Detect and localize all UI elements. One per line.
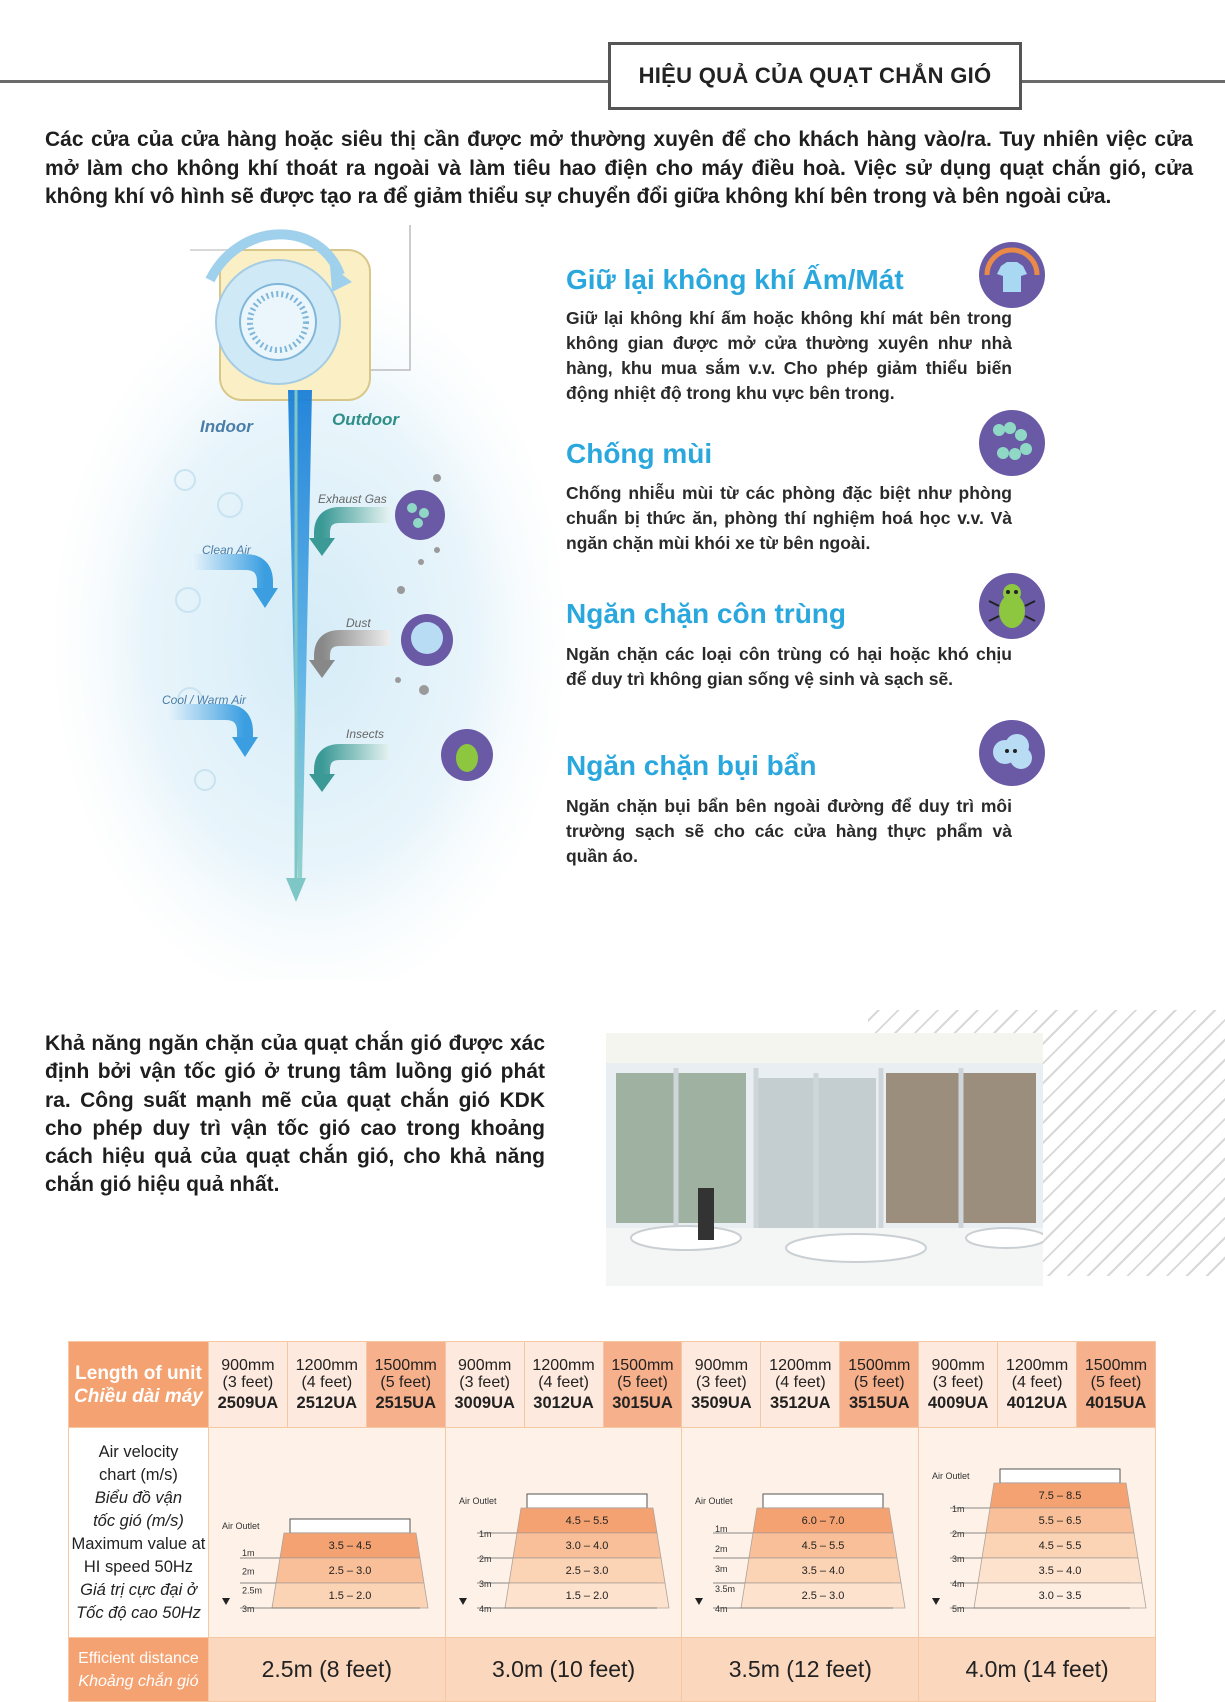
feature-title-insects: Ngăn chặn côn trùng: [566, 598, 846, 629]
velocity-chart-cell: [445, 1428, 682, 1638]
distance-tick-label: 4m: [952, 1579, 965, 1589]
velocity-band-label: 7.5 – 8.5: [1038, 1490, 1082, 1502]
velocity-band-label: 4.5 – 5.5: [801, 1540, 845, 1552]
distance-marker-icon: [695, 1598, 703, 1605]
air-outlet-label: Air Outlet: [695, 1496, 733, 1506]
gas-molecule-icon: [977, 408, 1047, 478]
shirt-icon: [977, 240, 1047, 310]
model-header: 900mm (3 feet) 3509UA: [682, 1342, 761, 1428]
velocity-band-label: 1.5 – 2.0: [565, 1590, 608, 1602]
insect-icon: [977, 571, 1047, 641]
distance-tick-label: 1m: [241, 1547, 255, 1558]
insects-label: Insects: [346, 727, 385, 741]
velocity-band-label: 3.5 – 4.0: [1038, 1565, 1082, 1577]
efficient-distance-label: Efficient distance Khoảng chắn gió: [69, 1638, 209, 1702]
model-header: 1200mm (4 feet) 2512UA: [287, 1342, 366, 1428]
dust-label: Dust: [346, 616, 371, 630]
distance-tick-label: 4m: [478, 1604, 492, 1614]
efficient-distance-value: 3.0m (10 feet): [445, 1638, 682, 1702]
model-header: 900mm (3 feet) 4009UA: [919, 1342, 998, 1428]
distance-tick-label: 3m: [241, 1604, 255, 1614]
velocity-chart-cell: [682, 1428, 919, 1638]
distance-tick-label: 1m: [478, 1529, 492, 1539]
feature-body-insects: Ngăn chặn các loại côn trùng có hại hoặc khó chịu để duy trì không gian sống vệ sinh và sạch sẽ.: [566, 644, 1012, 689]
distance-tick-label: 3.5m: [715, 1584, 736, 1594]
velocity-chart: [447, 1428, 681, 1632]
velocity-band-label: 2.5 – 3.0: [328, 1565, 372, 1577]
feature-title-warm-cool: Giữ lại không khí Ấm/Mát: [566, 264, 904, 295]
feature-title-dust: Ngăn chặn bụi bẩn: [566, 750, 817, 781]
exhaust-gas-label: Exhaust Gas: [318, 492, 387, 506]
velocity-band-label: 1.5 – 2.0: [328, 1590, 372, 1602]
model-header: 1200mm (4 feet) 4012UA: [998, 1342, 1077, 1428]
velocity-band-label: 4.5 – 5.5: [565, 1515, 608, 1527]
velocity-chart: [920, 1428, 1154, 1632]
velocity-band-label: 3.5 – 4.0: [801, 1565, 845, 1577]
velocity-band-label: 3.0 – 3.5: [1038, 1590, 1082, 1602]
distance-tick-label: 2m: [241, 1566, 255, 1577]
distance-tick-label: 2m: [478, 1554, 492, 1564]
air-curtain-unit-icon: [210, 234, 370, 400]
dust-cloud-icon: [977, 718, 1047, 788]
distance-tick-label: 4m: [715, 1604, 728, 1614]
feature-body-warm-cool: Giữ lại không khí ấm hoặc không khí mát bên trong không gian được mở cửa thường xuyên như nhà hàng, khu mua sắm v.v. Cho phép giảm thiểu biến động nhiệt độ trong khu vực bên trong.: [566, 308, 1012, 403]
efficient-distance-value: 2.5m (8 feet): [208, 1638, 445, 1702]
model-header: 1500mm (5 feet) 2515UA: [366, 1342, 445, 1428]
velocity-chart-cell: [919, 1428, 1156, 1638]
velocity-band-label: 3.5 – 4.5: [328, 1540, 372, 1552]
model-header: 1200mm (4 feet) 3012UA: [524, 1342, 603, 1428]
velocity-band-label: 4.5 – 5.5: [1038, 1540, 1082, 1552]
distance-tick-label: 3m: [715, 1564, 728, 1574]
velocity-chart: [210, 1428, 444, 1632]
air-outlet-label: Air Outlet: [458, 1496, 497, 1506]
clean-air-label: Clean Air: [202, 543, 251, 557]
cool-warm-air-label: Cool / Warm Air: [162, 693, 247, 707]
model-header: 1500mm (5 feet) 3515UA: [840, 1342, 919, 1428]
air-outlet-label: Air Outlet: [932, 1471, 970, 1481]
chart-row-label: Air velocity chart (m/s) Biểu đồ vận tốc gió (m/s) Maximum value at HI speed 50Hz Giá trị cực đại ở Tốc độ cao 50Hz: [69, 1428, 209, 1638]
velocity-band-label: 2.5 – 3.0: [801, 1590, 845, 1602]
velocity-band-label: 3.0 – 4.0: [565, 1540, 608, 1552]
velocity-band-label: 5.5 – 6.5: [1038, 1515, 1082, 1527]
distance-tick-label: 5m: [952, 1604, 965, 1614]
efficient-distance-value: 3.5m (12 feet): [682, 1638, 919, 1702]
velocity-paragraph: Khả năng ngăn chặn của quạt chắn gió được xác định bởi vận tốc gió ở trung tâm luồng gió phát ra. Công suất mạnh mẽ của quạt chắn gió KDK cho phép duy trì vận tốc gió cao trong khoảng cách hiệu quả của quạt chắn gió, cho khả năng chắn gió hiệu quả nhất.: [45, 1032, 545, 1197]
distance-tick-label: 2m: [952, 1529, 965, 1539]
velocity-band-label: 2.5 – 3.0: [565, 1565, 608, 1577]
length-label: Length of unit Chiều dài máy: [69, 1342, 209, 1428]
store-interior-photo: [606, 1033, 1043, 1286]
distance-marker-icon: [932, 1598, 940, 1605]
model-header: 900mm (3 feet) 2509UA: [208, 1342, 287, 1428]
air-curtain-diagram: [40, 220, 580, 980]
specification-table: [68, 1341, 1156, 1702]
air-outlet-label: Air Outlet: [221, 1521, 260, 1531]
velocity-chart-cell: [208, 1428, 445, 1638]
feature-body-odor: Chống nhiễu mùi từ các phòng đặc biệt như phòng chuẩn bị thức ăn, phòng thí nghiệm hoá học v.v. Và ngăn chặn mùi khói xe từ bên ngoài.: [566, 483, 1012, 553]
feature-title-odor: Chống mùi: [566, 438, 713, 469]
distance-tick-label: 1m: [715, 1524, 728, 1534]
model-header: 1500mm (5 feet) 4015UA: [1077, 1342, 1156, 1428]
model-header: 900mm (3 feet) 3009UA: [445, 1342, 524, 1428]
outdoor-label: Outdoor: [332, 410, 400, 429]
distance-tick-label: 2.5m: [241, 1585, 262, 1596]
distance-tick-label: 2m: [715, 1544, 728, 1554]
indoor-label: Indoor: [200, 417, 253, 436]
feature-body-dust: Ngăn chặn bụi bẩn bên ngoài đường để duy trì môi trường sạch sẽ cho các cửa hàng thực phẩm và quần áo.: [566, 796, 1012, 866]
velocity-chart: [683, 1428, 917, 1632]
intro-paragraph: Các cửa của cửa hàng hoặc siêu thị cần được mở thường xuyên để cho khách hàng vào/ra. Tuy nhiên việc cửa mở làm cho không khí thoát ra ngoài và làm tiêu hao điện cho máy điều hoà. Việc sử dụng quạt chắn gió, cửa không khí vô hình sẽ được tạo ra để giảm thiểu sự chuyển đổi giữa không khí bên trong và bên ngoài cửa.: [45, 128, 1193, 208]
model-header: 1200mm (4 feet) 3512UA: [761, 1342, 840, 1428]
distance-tick-label: 1m: [952, 1504, 965, 1514]
distance-tick-label: 3m: [478, 1579, 492, 1589]
page-title: HIỆU QUẢ CỦA QUẠT CHẮN GIÓ: [608, 42, 1022, 110]
velocity-band-label: 6.0 – 7.0: [801, 1515, 845, 1527]
efficient-distance-value: 4.0m (14 feet): [919, 1638, 1156, 1702]
model-header: 1500mm (5 feet) 3015UA: [603, 1342, 682, 1428]
distance-marker-icon: [222, 1598, 230, 1605]
distance-marker-icon: [459, 1598, 467, 1605]
distance-tick-label: 3m: [952, 1554, 965, 1564]
